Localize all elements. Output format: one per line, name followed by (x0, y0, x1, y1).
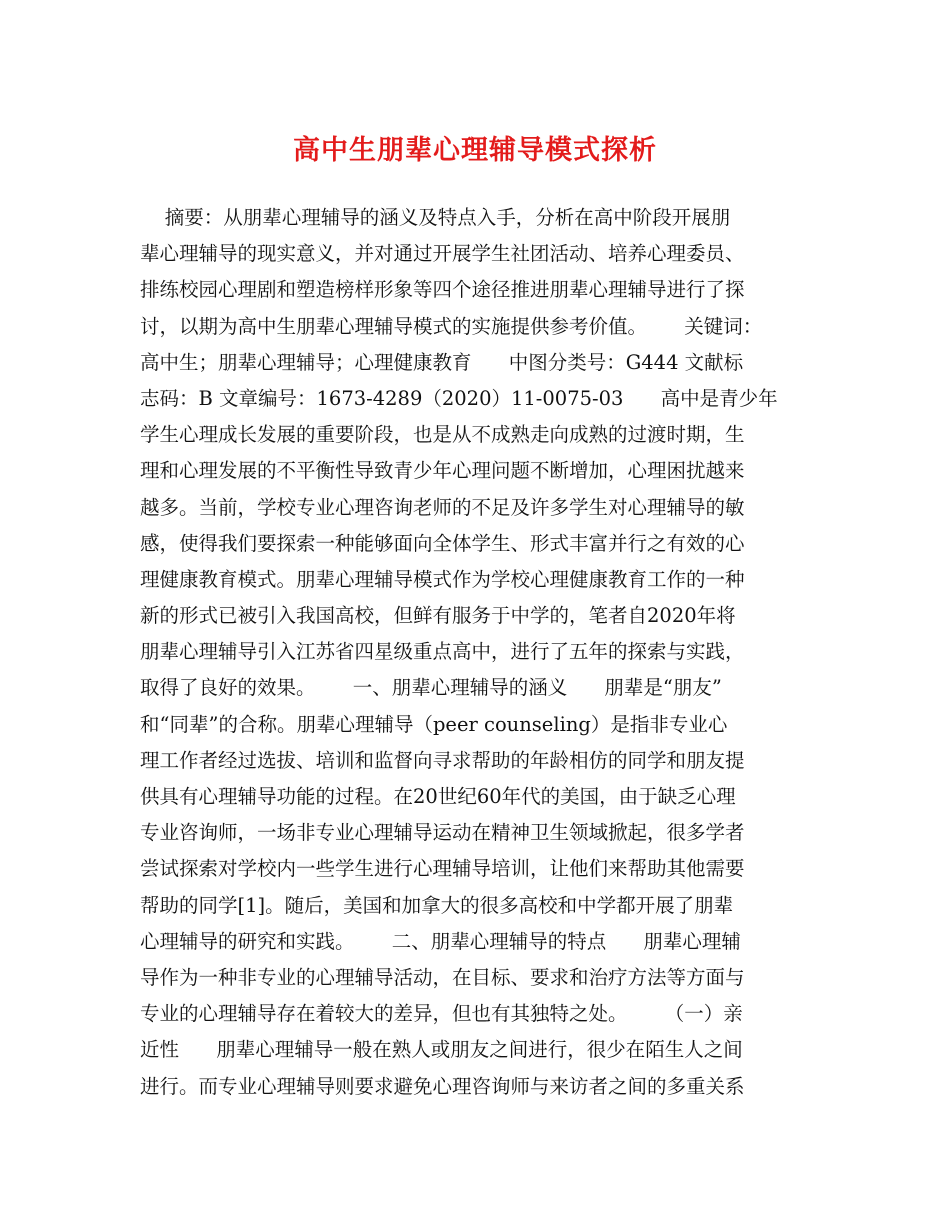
body-line: 专业咨询师，一场非专业心理辅导运动在精神卫生领域掀起，很多学者 (140, 821, 745, 845)
body-line: 尝试探索对学校内一些学生进行心理辅导培训，让他们来帮助其他需要 (140, 857, 745, 881)
body-line: 志码：B 文章编号：1673-4289（2020）11-0075-03 高中是青少年 (140, 386, 778, 410)
body-line: 讨，以期为高中生朋辈心理辅导模式的实施提供参考价值。 关键词： (140, 314, 763, 338)
body-line: 理工作者经过选拔、培训和监督向寻求帮助的年龄相仿的同学和朋友提 (140, 748, 745, 772)
body-line: 导作为一种非专业的心理辅导活动，在目标、要求和治疗方法等方面与 (140, 965, 745, 989)
body-line: 帮助的同学[1]。随后，美国和加拿大的很多高校和中学都开展了朋辈 (140, 893, 734, 917)
body-line: 供具有心理辅导功能的过程。在20世纪60年代的美国，由于缺乏心理 (140, 785, 736, 808)
body-line: 学生心理成长发展的重要阶段，也是从不成熟走向成熟的过渡时期，生 (140, 423, 745, 447)
body-line: 感，使得我们要探索一种能够面向全体学生、形式丰富并行之有效的心 (140, 531, 745, 555)
document-title: 高中生朋辈心理辅导模式探析 (293, 135, 657, 166)
body-line: 高中生；朋辈心理辅导；心理健康教育 中图分类号：G444 文献标 (140, 350, 744, 374)
body-line: 进行。而专业心理辅导则要求避免心理咨询师与来访者之间的多重关系 (140, 1074, 745, 1098)
body-line: 心理辅导的研究和实践。 二、朋辈心理辅导的特点 朋辈心理辅 (140, 929, 741, 953)
body-line: 理健康教育模式。朋辈心理辅导模式作为学校心理健康教育工作的一种 (140, 567, 745, 591)
body-line: 近性 朋辈心理辅导一般在熟人或朋友之间进行，很少在陌生人之间 (140, 1038, 743, 1062)
body-line: 专业的心理辅导存在着较大的差异，但也有其独特之处。 （一）亲 (140, 1002, 743, 1026)
body-line: 新的形式已被引入我国高校，但鲜有服务于中学的，笔者自2020年将 (140, 604, 736, 628)
body-line: 摘要：从朋辈心理辅导的涵义及特点入手，分析在高中阶段开展朋 (140, 206, 731, 229)
body-line: 和“同辈”的合称。朋辈心理辅导（peer counseling）是指非专业心 (140, 712, 728, 736)
body-line: 理和心理发展的不平衡性导致青少年心理问题不断增加，心理困扰越来 (140, 459, 745, 483)
document-body (140, 200, 815, 1105)
body-line: 越多。当前，学校专业心理咨询老师的不足及许多学生对心理辅导的敏 (140, 495, 745, 519)
body-line: 辈心理辅导的现实意义，并对通过开展学生社团活动、培养心理委员、 (140, 242, 745, 266)
body-line: 取得了良好的效果。 一、朋辈心理辅导的涵义 朋辈是“朋友” (140, 676, 722, 700)
body-line: 朋辈心理辅导引入江苏省四星级重点高中，进行了五年的探索与实践， (140, 640, 745, 664)
body-line: 排练校园心理剧和塑造榜样形象等四个途径推进朋辈心理辅导进行了探 (140, 278, 745, 302)
